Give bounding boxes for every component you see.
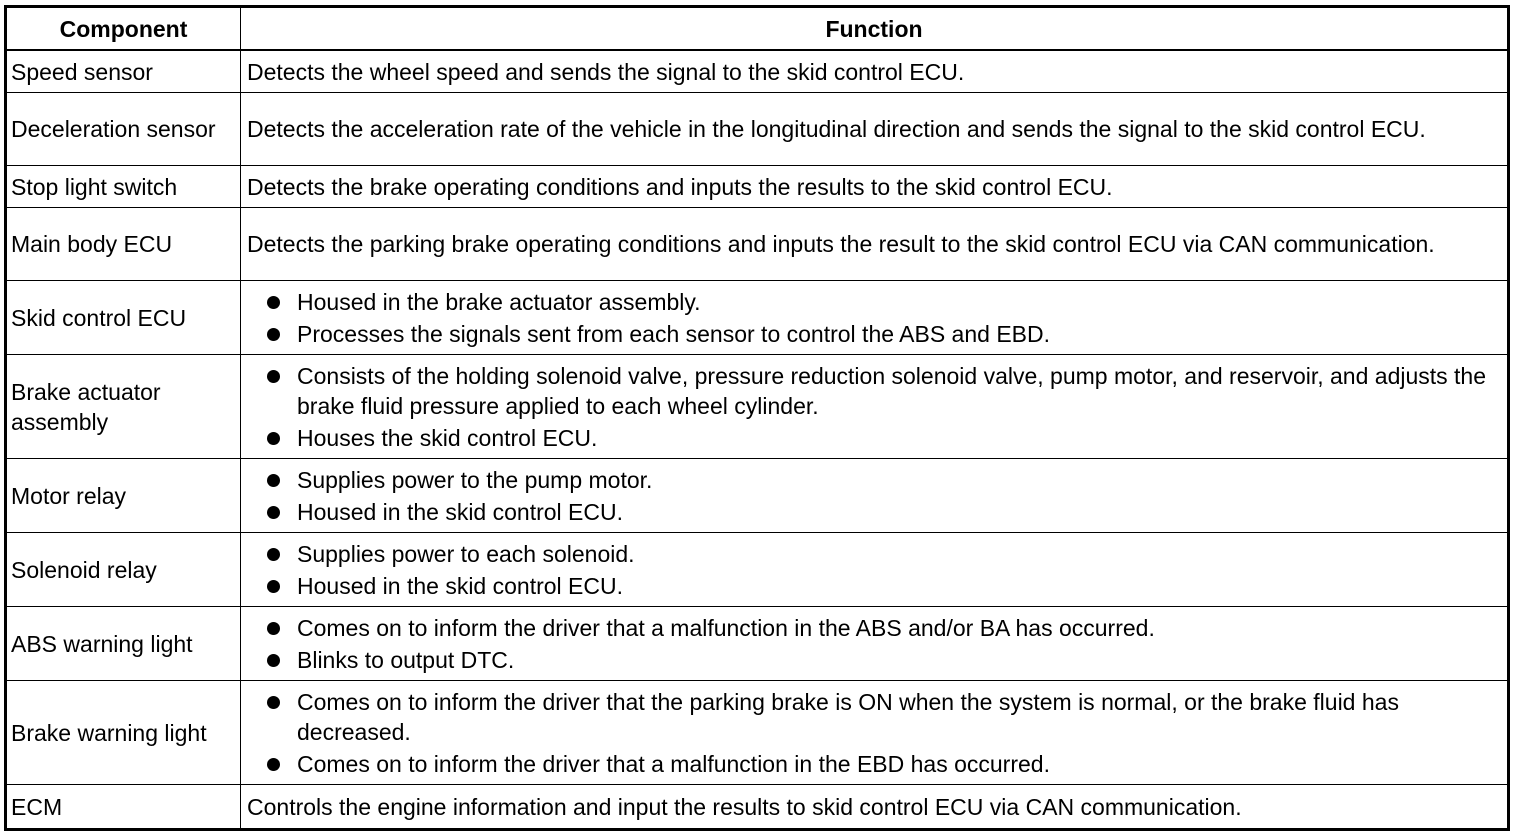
bullet-text: Blinks to output DTC. bbox=[297, 646, 515, 673]
bullet-dot-icon bbox=[267, 654, 280, 667]
bullet-list bbox=[247, 465, 1501, 527]
component-cell: ABS warning light bbox=[6, 607, 241, 681]
table-row bbox=[6, 459, 1509, 533]
bullet-text: Housed in the skid control ECU. bbox=[297, 498, 623, 525]
list-item bbox=[247, 497, 1501, 527]
bullet-dot-icon bbox=[267, 296, 280, 309]
bullet-text: Comes on to inform the driver that the parking brake is ON when the system is normal, or the brake fluid has decreased. bbox=[297, 688, 1399, 745]
component-cell: Motor relay bbox=[6, 459, 241, 533]
bullet-dot-icon bbox=[267, 696, 280, 709]
component-function-table bbox=[4, 5, 1510, 831]
bullet-dot-icon bbox=[267, 370, 280, 383]
table-row bbox=[6, 681, 1509, 785]
function-cell bbox=[241, 533, 1509, 607]
component-cell: Main body ECU bbox=[6, 208, 241, 281]
table-row bbox=[6, 50, 1509, 93]
bullet-list bbox=[247, 287, 1501, 349]
function-cell bbox=[241, 459, 1509, 533]
bullet-dot-icon bbox=[267, 506, 280, 519]
component-cell: Stop light switch bbox=[6, 166, 241, 208]
table-row bbox=[6, 355, 1509, 459]
list-item bbox=[247, 287, 1501, 317]
function-cell bbox=[241, 607, 1509, 681]
table-row bbox=[6, 208, 1509, 281]
table-row bbox=[6, 785, 1509, 830]
table-header-row bbox=[6, 7, 1509, 51]
bullet-text: Processes the signals sent from each sensor to control the ABS and EBD. bbox=[297, 320, 1051, 347]
bullet-dot-icon bbox=[267, 548, 280, 561]
header-component: Component bbox=[6, 7, 241, 51]
bullet-text: Houses the skid control ECU. bbox=[297, 424, 598, 451]
bullet-list bbox=[247, 687, 1501, 779]
function-cell: Detects the parking brake operating conditions and inputs the result to the skid control ECU via CAN communication. bbox=[241, 208, 1509, 281]
function-cell bbox=[241, 355, 1509, 459]
list-item bbox=[247, 645, 1501, 675]
table-row bbox=[6, 166, 1509, 208]
component-cell: Solenoid relay bbox=[6, 533, 241, 607]
list-item bbox=[247, 539, 1501, 569]
list-item bbox=[247, 613, 1501, 643]
component-cell: Brake actuator assembly bbox=[6, 355, 241, 459]
table-row bbox=[6, 281, 1509, 355]
function-cell: Detects the wheel speed and sends the signal to the skid control ECU. bbox=[241, 50, 1509, 93]
bullet-list bbox=[247, 539, 1501, 601]
list-item bbox=[247, 749, 1501, 779]
function-cell: Detects the brake operating conditions and inputs the results to the skid control ECU. bbox=[241, 166, 1509, 208]
component-cell: Deceleration sensor bbox=[6, 93, 241, 166]
list-item bbox=[247, 571, 1501, 601]
bullet-text: Supplies power to each solenoid. bbox=[297, 540, 635, 567]
document-page bbox=[4, 5, 1510, 831]
bullet-text: Comes on to inform the driver that a malfunction in the ABS and/or BA has occurred. bbox=[297, 614, 1155, 641]
table-row bbox=[6, 93, 1509, 166]
bullet-text: Housed in the skid control ECU. bbox=[297, 572, 623, 599]
bullet-text: Comes on to inform the driver that a malfunction in the EBD has occurred. bbox=[297, 750, 1050, 777]
list-item bbox=[247, 687, 1501, 747]
bullet-dot-icon bbox=[267, 432, 280, 445]
bullet-dot-icon bbox=[267, 580, 280, 593]
component-cell: Skid control ECU bbox=[6, 281, 241, 355]
bullet-list bbox=[247, 361, 1501, 453]
list-item bbox=[247, 319, 1501, 349]
bullet-text: Supplies power to the pump motor. bbox=[297, 466, 653, 493]
list-item bbox=[247, 423, 1501, 453]
bullet-text: Housed in the brake actuator assembly. bbox=[297, 288, 701, 315]
header-function: Function bbox=[241, 7, 1509, 51]
function-cell: Detects the acceleration rate of the vehicle in the longitudinal direction and sends the signal to the skid control ECU. bbox=[241, 93, 1509, 166]
bullet-dot-icon bbox=[267, 622, 280, 635]
component-cell: Speed sensor bbox=[6, 50, 241, 93]
function-cell bbox=[241, 681, 1509, 785]
bullet-dot-icon bbox=[267, 328, 280, 341]
list-item bbox=[247, 465, 1501, 495]
bullet-text: Consists of the holding solenoid valve, pressure reduction solenoid valve, pump motor, and reservoir, and adjusts the brake fluid pressure applied to each wheel cylinder. bbox=[297, 362, 1487, 419]
bullet-dot-icon bbox=[267, 474, 280, 487]
list-item bbox=[247, 361, 1501, 421]
component-cell: Brake warning light bbox=[6, 681, 241, 785]
function-cell bbox=[241, 281, 1509, 355]
function-cell: Controls the engine information and input the results to skid control ECU via CAN communication. bbox=[241, 785, 1509, 830]
component-cell: ECM bbox=[6, 785, 241, 830]
bullet-list bbox=[247, 613, 1501, 675]
bullet-dot-icon bbox=[267, 758, 280, 771]
table-row bbox=[6, 533, 1509, 607]
table-row bbox=[6, 607, 1509, 681]
